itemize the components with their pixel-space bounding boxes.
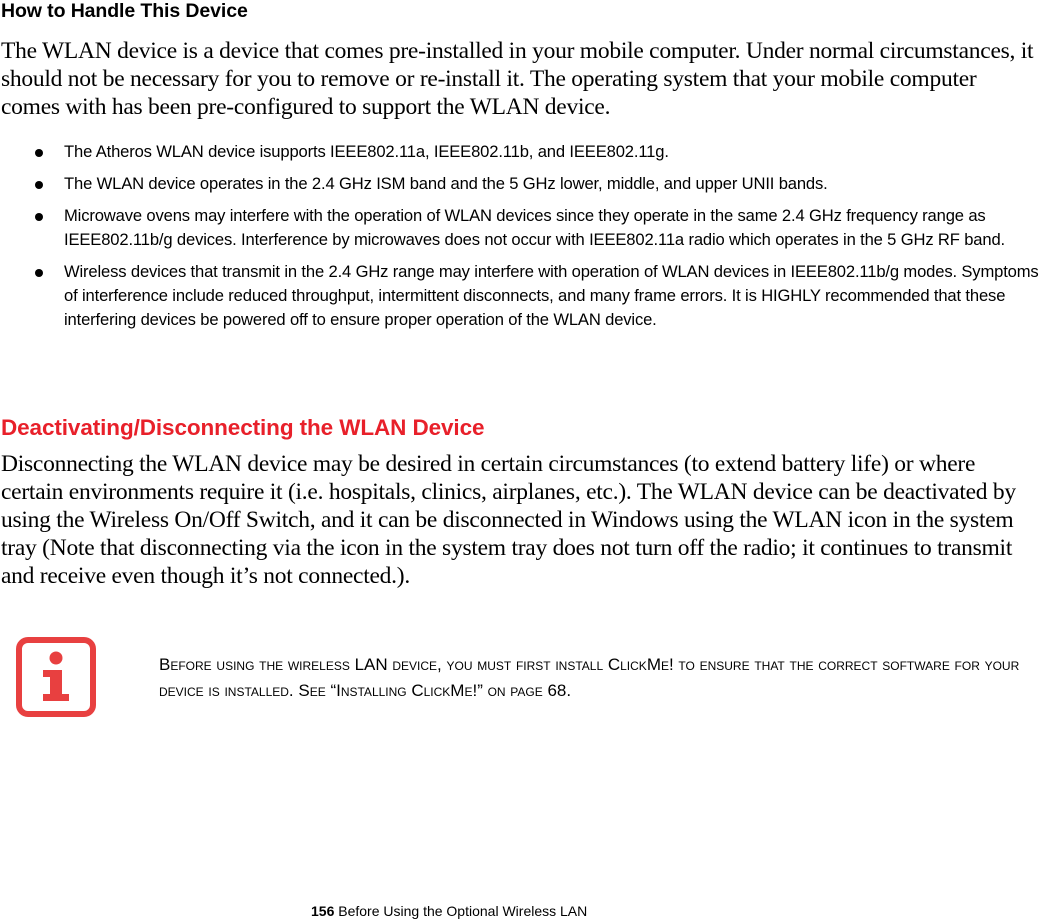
- list-item: [0, 204, 1040, 252]
- subsection-heading: How to Handle This Device: [1, 0, 248, 22]
- intro-paragraph: The WLAN device is a device that comes pre-installed in your mobile computer. Under normal circumstances, it should not be necessary for you to remove or re-install it. The operating system that your mobile computer comes with has been pre-configured to support the WLAN device.: [1, 38, 1034, 120]
- info-icon: [16, 637, 96, 717]
- deactivating-paragraph: Disconnecting the WLAN device may be desired in certain circumstances (to extend battery life) or where certain environments require it (i.e. hospitals, clinics, airplanes, etc.). The WLAN device can be deactivated by using the Wireless On/Off Switch, and it can be disconnected in Windows using the WLAN icon in the system tray (Note that disconnecting via the icon in the system tray does not turn off the radio; it continues to transmit and receive even though it’s not connected.).: [1, 451, 1016, 589]
- list-item: [0, 260, 1040, 332]
- list-item-text: The Atheros WLAN device isupports IEEE802.11a, IEEE802.11b, and IEEE802.11g.: [64, 142, 669, 161]
- page-number: 156: [311, 903, 335, 919]
- list-item-text: Wireless devices that transmit in the 2.4 GHz range may interfere with operation of WLAN devices in IEEE802.11b/g modes. Symptoms of interference include reduced throughput, intermittent disconnects, and many frame errors. It is HIGHLY recommended that these interfering devices be powered off to ensure proper operation of the WLAN device.: [64, 262, 1039, 329]
- note-text: Before using the wireless LAN device, you must first install ClickMe! to ensure that the correct software for your device is installed. See “Installing ClickMe!” on page 68.: [159, 655, 1020, 700]
- footer-title: Before Using the Optional Wireless LAN: [338, 903, 588, 919]
- page-footer: [311, 903, 587, 919]
- list-item: [0, 140, 1040, 164]
- section-heading: Deactivating/Disconnecting the WLAN Device: [1, 415, 485, 440]
- bullet-icon: [35, 269, 43, 277]
- bullet-list: [0, 140, 1040, 340]
- bullet-icon: [35, 149, 43, 157]
- bullet-icon: [35, 213, 43, 221]
- list-item-text: The WLAN device operates in the 2.4 GHz ISM band and the 5 GHz lower, middle, and upper UNII bands.: [64, 174, 828, 193]
- bullet-icon: [35, 181, 43, 189]
- list-item: [0, 172, 1040, 196]
- list-item-text: Microwave ovens may interfere with the operation of WLAN devices since they operate in the same 2.4 GHz frequency range as IEEE802.11b/g devices. Interference by microwaves does not occur with IEEE802.11a radio which operates in the 5 GHz RF band.: [64, 206, 1005, 249]
